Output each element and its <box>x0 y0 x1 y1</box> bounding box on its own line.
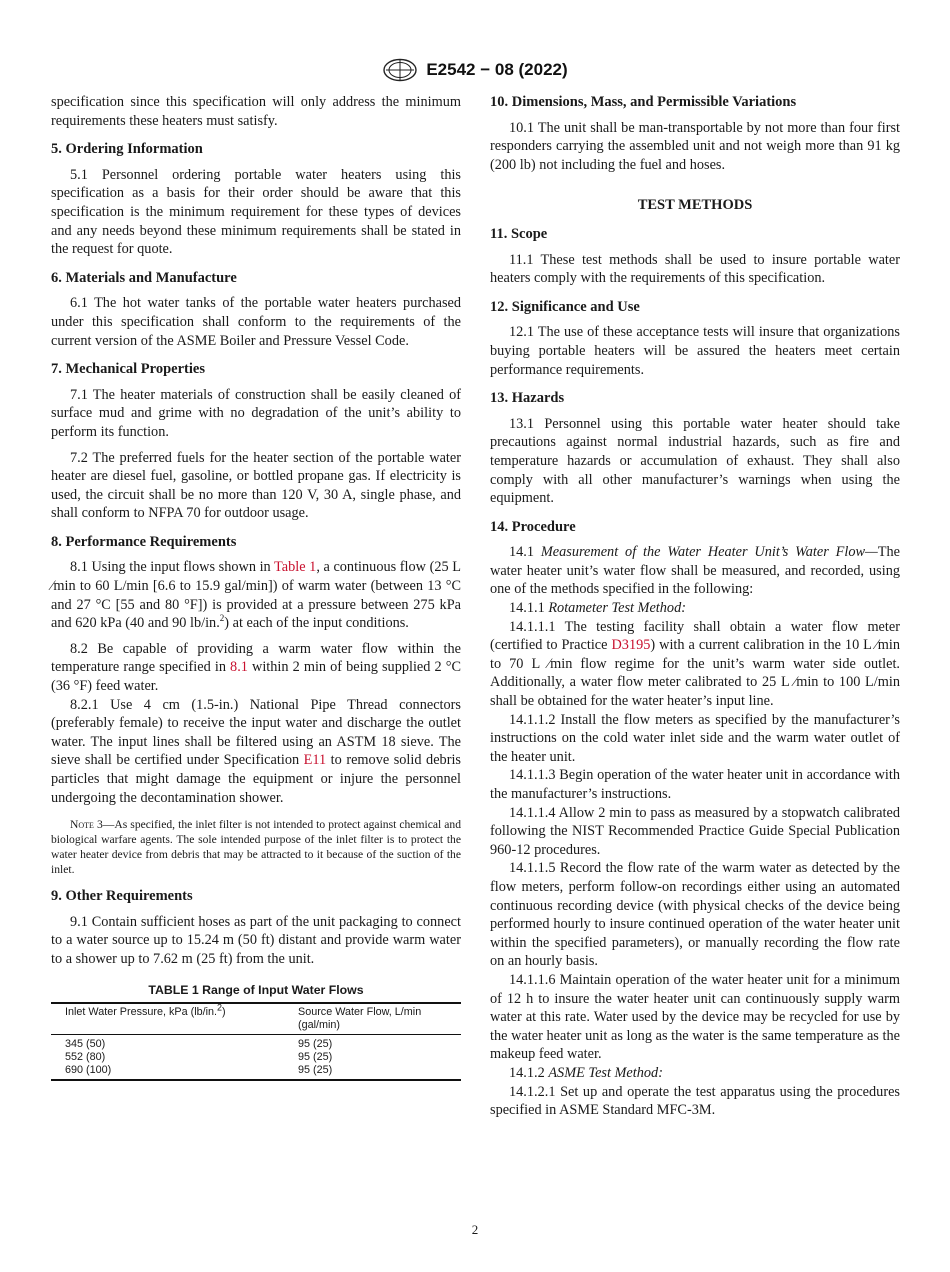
section-11-1: 11.1 These test methods shall be used to insure portable water heaters comply with the requirements of this specification. <box>490 251 900 287</box>
intro-paragraph: specification since this specification will only address the minimum requirements these heaters must satisfy. <box>51 94 461 129</box>
table-1-link[interactable]: Table 1 <box>274 559 317 576</box>
left-column <box>51 93 461 1081</box>
test-methods-heading: TEST METHODS <box>637 197 753 214</box>
section-14-1-1-5: 14.1.1.5 Record the flow rate of the warm water as detected by the flow meters, perform follow-on recordings either using an automated continuous recording device (with physical checks of the device being performed hourly to insure continued operation of the water heater unit within the specified parameters), or manually recording the flow rate on an hourly basis. <box>490 860 900 970</box>
table-row: 345 (50) 95 (25) <box>65 1037 333 1050</box>
section-9-1: 9.1 Contain sufficient hoses as part of the unit packaging to connect to a water source up to 15.24 m (50 ft) distant and provide warm water to a shower up to 7.62 m (25 ft) from the unit. <box>51 913 461 967</box>
section-5-1: 5.1 Personnel ordering portable water heaters using this specification as a basis for their order should be aware that this specification is the minimum requirement for these types of devices and any needs beyond these minimum requirements shall be stated in the request for quote. <box>51 166 461 258</box>
section-14-1: 14.1 Measurement of the Water Heater Unit’s Water Flow—The water heater unit’s water flow shall be measured, and recorded, using one of the methods specified in the following: <box>490 544 900 598</box>
right-column <box>490 93 900 1120</box>
section-6-title: 6. Materials and Manufacture <box>51 269 237 286</box>
astm-logo-icon <box>382 58 418 82</box>
section-14-1-1: 14.1.1 Rotameter Test Method: <box>509 600 686 617</box>
table-header-pressure: Inlet Water Pressure, kPa (lb/in.$^2$) <box>51 1003 298 1035</box>
section-14-1-1-3: 14.1.1.3 Begin operation of the water heater unit in accordance with the manufacturer’s instructions. <box>490 767 900 802</box>
table-row: 690 (100) 95 (25) <box>51 1064 461 1080</box>
note-3: Note 3—As specified, the inlet filter is not intended to protect against chemical and biological warfare agents. The sole intended purpose of the inlet filter is to protect the water heater device from debris that may be attracted to it because of the suction of the inlet. <box>51 818 461 877</box>
section-7-title: 7. Mechanical Properties <box>51 361 205 378</box>
table-1 <box>51 1002 461 1081</box>
section-7-1: 7.1 The heater materials of construction shall be easily cleaned of surface mud and grime with no degradation of the unit’s ability to perform its function. <box>51 386 461 440</box>
section-14-1-2: 14.1.2 ASME Test Method: <box>509 1064 663 1081</box>
section-10-title: 10. Dimensions, Mass, and Permissible Variations <box>490 94 797 110</box>
section-12-1: 12.1 The use of these acceptance tests will insure that organizations buying portable heaters will be assured the heaters meet certain performance requirements. <box>490 324 900 378</box>
table-row: 552 (80) 95 (25) <box>65 1050 333 1063</box>
section-14-1-1-2: 14.1.1.2 Install the flow meters as specified by the manufacturer’s instructions on the cold water inlet side and the warm water outlet of the heater unit. <box>490 711 900 765</box>
section-10-1: 10.1 The unit shall be man-transportable by not more than four first responders carrying the assembled unit and not weigh more than 91 kg (200 lb) not including the fuel and hoses. <box>490 119 900 173</box>
document-designation: E2542 − 08 (2022) <box>426 60 568 79</box>
section-14-title: 14. Procedure <box>490 518 576 535</box>
section-8-title: 8. Performance Requirements <box>51 533 237 550</box>
section-14-1-1-4: 14.1.1.4 Allow 2 min to pass as measured by a stopwatch calibrated following the NIST Recommended Practice Guide Special Publication 960-12 procedures. <box>490 804 900 858</box>
page-header <box>0 58 950 82</box>
section-9-title: 9. Other Requirements <box>51 888 193 905</box>
section-13-1: 13.1 Personnel using this portable water heater should take precautions against normal industrial hazards, such as fire and temperature hazards or accumulation of exhaust. They shall also comply with all other manufacturer’s warnings when using the equipment. <box>490 415 900 507</box>
section-6-1: 6.1 The hot water tanks of the portable water heaters purchased under this specification shall conform to the requirements of the current version of the ASME Boiler and Pressure Vessel Code. <box>51 295 461 349</box>
section-8-1-link[interactable]: 8.1 <box>230 659 248 676</box>
section-8-2: 8.2 Be capable of providing a warm water flow within the temperature range specified in 8.1 within 2 min of being supplied 2 °C (36 °F) feed water. <box>51 640 461 695</box>
section-11-title: 11. Scope <box>490 225 548 242</box>
section-7-2: 7.2 The preferred fuels for the heater section of the portable water heater are diesel fuel, gasoline, or bottled propane gas. If electricity is used, the circuit shall be no more than 120 V, 30 A, single phase, and shall conform to NFPA 70 for outdoor usage. <box>51 449 461 522</box>
section-14-1-1-6: 14.1.1.6 Maintain operation of the water heater unit for a minimum of 12 h to insure the water heater unit can continuously supply warm water at this rate. Water used by the device may be recycled for use by the water heater unit as long as the water is the same temperature as the makeup feed water. <box>490 971 900 1063</box>
section-5-title: 5. Ordering Information <box>51 141 203 158</box>
section-8-1: 8.1 Using the input flows shown in Table 1, a continuous flow (25 L ⁄min to 60 L/min [6.6 to 15.9 gal/min]) of warm water (between 13 °C and 27 °C [55 and 80 °F]) is provided at a pressure between 275 kPa and 620 kPa (40 and 90 lb/in.$^2$) at each of the input conditions. <box>51 559 461 632</box>
section-12-title: 12. Significance and Use <box>490 298 640 315</box>
table-header-flow: Source Water Flow, L/min (gal/min) <box>298 1003 461 1035</box>
section-14-1-2-1: 14.1.2.1 Set up and operate the test apparatus using the procedures specified in ASME Standard MFC-3M. <box>490 1083 900 1119</box>
table-1-title: TABLE 1 Range of Input Water Flows <box>148 982 364 997</box>
section-14-1-1-1: 14.1.1.1 The testing facility shall obtain a water flow meter (certified to Practice D3195) with a current calibration in the 10 L ⁄min to 70 L ⁄min flow regime for the unit’s warm water side outlet. Additionally, a water flow meter calibrated to 25 L ⁄min to 100 L/min shall be obtained for the water heater’s input line. <box>490 618 900 710</box>
d3195-link[interactable]: D3195 <box>611 637 651 654</box>
section-8-2-1: 8.2.1 Use 4 cm (1.5-in.) National Pipe Thread connectors (preferably female) to receive the input water and discharge the outlet water. The input lines shall be filtered using an ASTM 18 sieve. The sieve shall be certified under Specification E11 to remove solid debris particles that might damage the equipment or injure the personnel undergoing the decontamination shower. <box>51 696 461 806</box>
section-13-title: 13. Hazards <box>490 390 565 407</box>
e11-link[interactable]: E11 <box>303 752 327 769</box>
page-number: 2 <box>471 1222 479 1237</box>
